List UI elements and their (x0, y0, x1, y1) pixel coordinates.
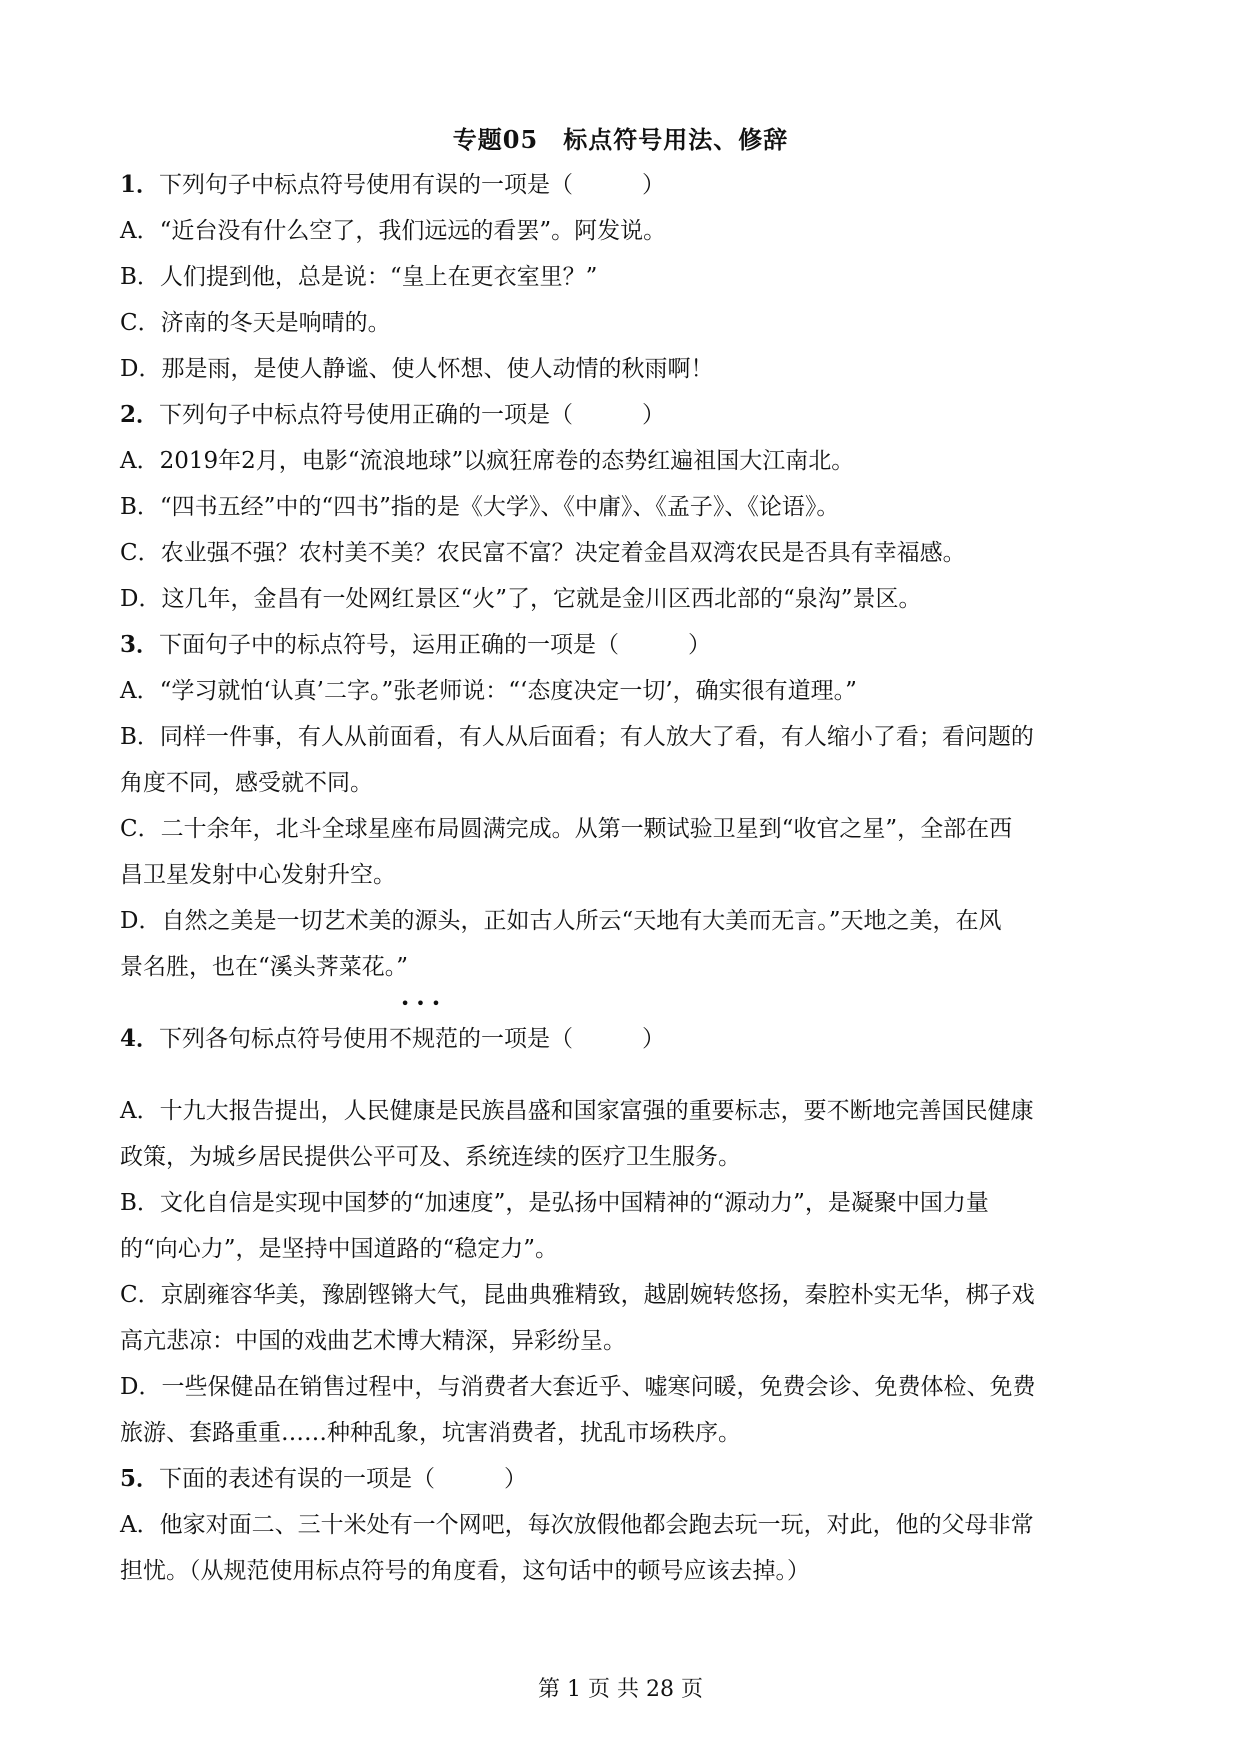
question-number: 3． (120, 631, 160, 658)
question-1-stem (120, 162, 1122, 208)
option-a-continued: 担忧。（从规范使用标点符号的角度看，这句话中的顿号应该去掉。） (120, 1558, 810, 1584)
option-b: B．文化自信是实现中国梦的“加速度”，是弘扬中国精神的“源动力”，是凝聚中国力量 (120, 1190, 989, 1216)
question-3-stem (120, 622, 1122, 668)
option-b: B．“四书五经”中的“四书”指的是《大学》、《中庸》、《孟子》、《论语》。 (120, 494, 840, 520)
emphasis-dots: ••• (400, 994, 447, 1013)
question-list (120, 162, 1122, 1594)
option-c: C．济南的冬天是响晴的。 (120, 310, 391, 336)
option-c-continued: 高亢悲凉：中国的戏曲艺术博大精深，异彩纷呈。 (120, 1328, 626, 1354)
page-footer: 第 1 页 共 28 页 (538, 1677, 703, 1702)
question-4-stem (120, 994, 1122, 1062)
option-a: A．2019年2月，电影“流浪地球”以疯狂席卷的态势红遍祖国大江南北。 (120, 448, 855, 474)
question-text-after: 的一项是（ ） (458, 1026, 666, 1052)
question-number: 2． (120, 401, 160, 428)
question-5-stem (120, 1456, 1122, 1502)
option-a: A．他家对面二、三十米处有一个网吧，每次放假他都会跑去玩一玩，对此，他的父母非常 (120, 1512, 1034, 1538)
option-b-continued: 的“向心力”，是坚持中国道路的“稳定力”。 (120, 1236, 559, 1262)
option-c: C．农业强不强？农村美不美？农民富不富？决定着金昌双湾农民是否具有幸福感。 (120, 540, 966, 566)
emphasis-word: 不规范 (389, 1026, 459, 1052)
option-d: D．一些保健品在销售过程中，与消费者大套近乎、嘘寒问暖，免费会诊、免费体检、免费 (120, 1374, 1036, 1400)
option-a: A．“学习就怕‘认真’二字。”张老师说：“‘态度决定一切’，确实很有道理。” (120, 678, 857, 704)
option-d: D．自然之美是一切艺术美的源头，正如古人所云“天地有大美而无言。”天地之美，在风 (120, 908, 1002, 934)
option-d-continued: 景名胜，也在“溪头荠菜花。” (120, 954, 409, 980)
option-b: B．同样一件事，有人从前面看，有人从后面看；有人放大了看，有人缩小了看；看问题的 (120, 724, 1034, 750)
option-c: C．京剧雍容华美，豫剧铿锵大气，昆曲典雅精致，越剧婉转悠扬，秦腔朴实无华，梆子戏 (120, 1282, 1035, 1308)
question-2-stem (120, 392, 1122, 438)
option-b-continued: 角度不同，感受就不同。 (120, 770, 373, 796)
question-number: 5． (120, 1465, 160, 1492)
question-text: 下面的表述有误的一项是（ ） (159, 1466, 528, 1492)
question-number: 4． (120, 1025, 160, 1052)
page-title: 专题05 标点符号用法、修辞 (452, 125, 789, 154)
emphasis-text (389, 994, 459, 1062)
option-a-continued: 政策，为城乡居民提供公平可及、系统连续的医疗卫生服务。 (120, 1144, 741, 1170)
option-c: C．二十余年，北斗全球星座布局圆满完成。从第一颗试验卫星到“收官之星”，全部在西 (120, 816, 1013, 842)
option-d: D．这几年，金昌有一处网红景区“火”了，它就是金川区西北部的“泉沟”景区。 (120, 586, 922, 612)
option-d: D．那是雨，是使人静谧、使人怀想、使人动情的秋雨啊！ (120, 356, 714, 382)
option-b: B．人们提到他，总是说：“皇上在更衣室里？” (120, 264, 598, 290)
question-text: 下面句子中的标点符号，运用正确的一项是（ ） (159, 632, 712, 658)
option-d-continued: 旅游、套路重重……种种乱象，坑害消费者，扰乱市场秩序。 (120, 1420, 741, 1446)
option-c-continued: 昌卫星发射中心发射升空。 (120, 862, 396, 888)
option-a: A．“近台没有什么空了，我们远远的看罢”。阿发说。 (120, 218, 667, 244)
question-text: 下列句子中标点符号使用有误的一项是（ ） (159, 172, 666, 198)
option-a: A．十九大报告提出，人民健康是民族昌盛和国家富强的重要标志，要不断地完善国民健康 (120, 1098, 1034, 1124)
question-text: 下列句子中标点符号使用正确的一项是（ ） (159, 402, 666, 428)
question-number: 1． (120, 171, 160, 198)
question-text-before: 下列各句标点符号使用 (159, 1026, 390, 1052)
